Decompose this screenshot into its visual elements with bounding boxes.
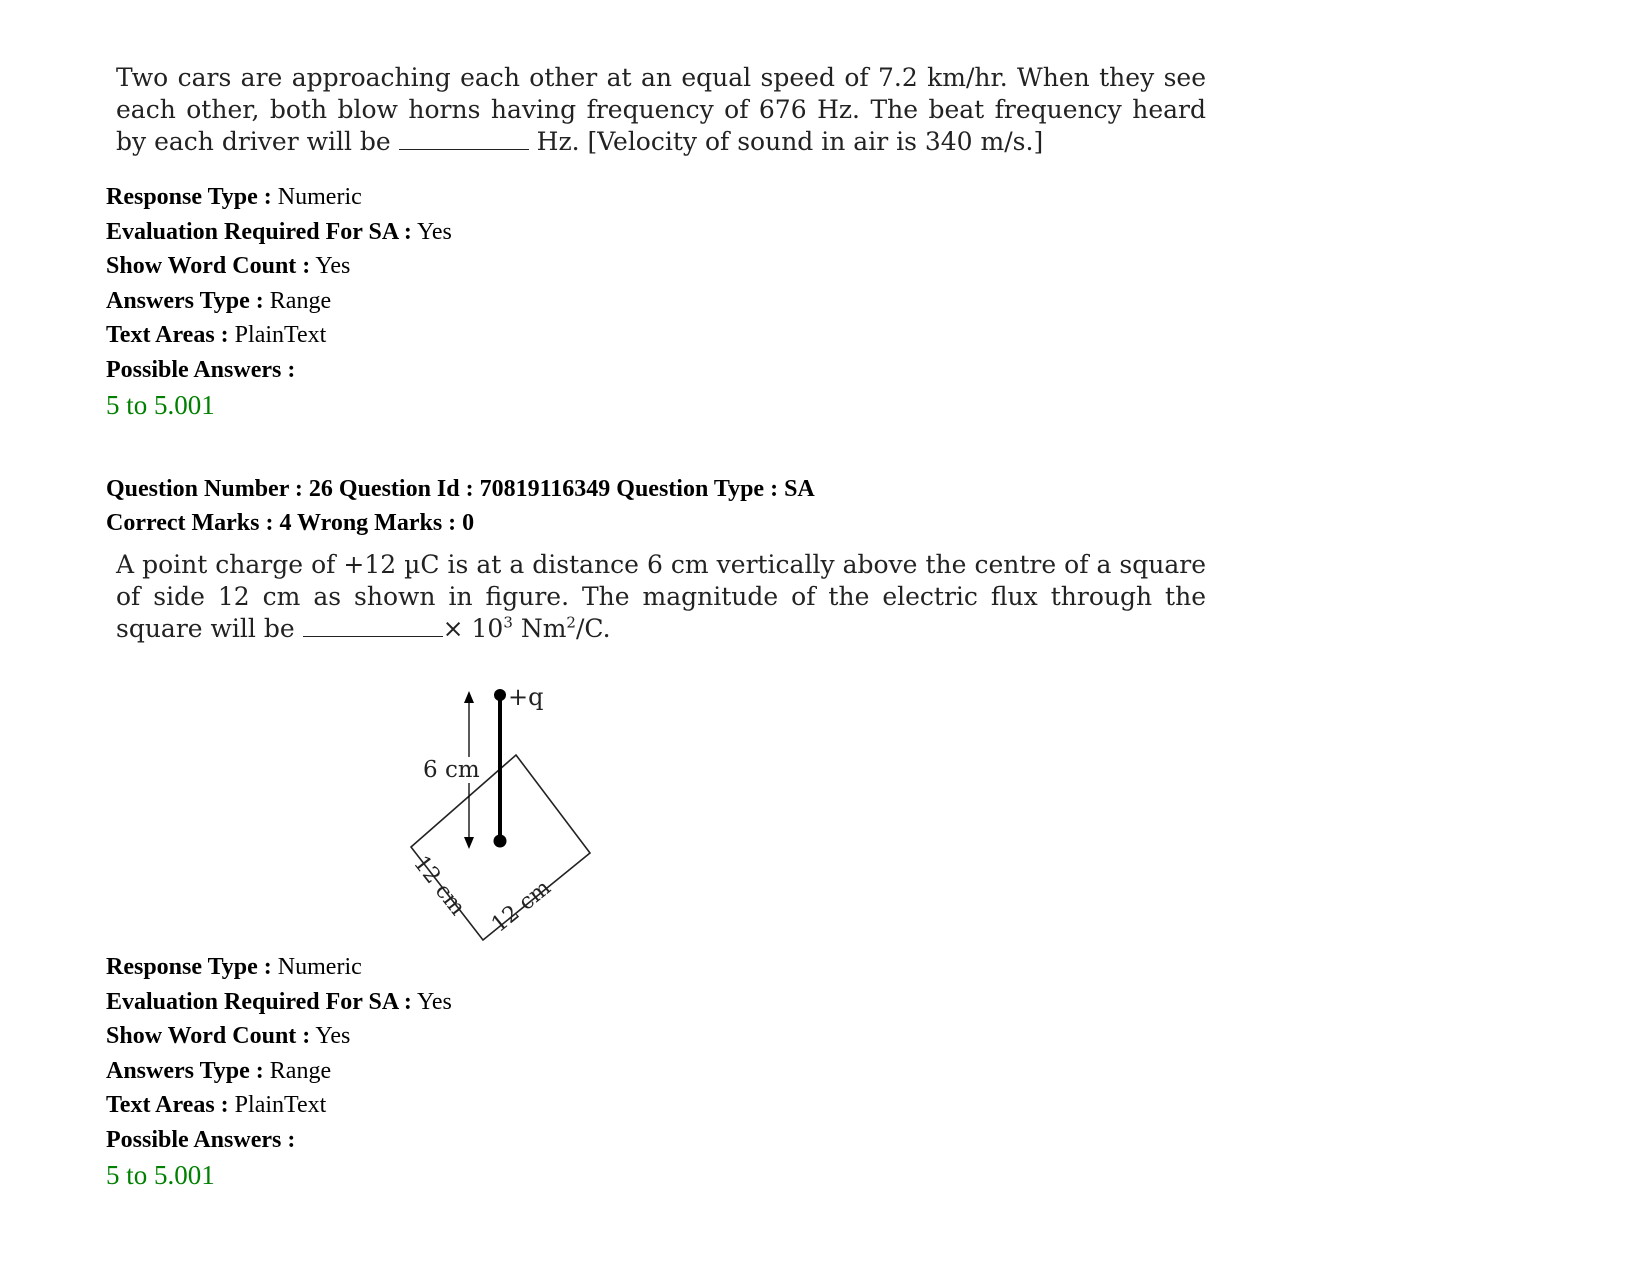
word-count-label: Show Word Count :: [106, 253, 311, 279]
text-areas-row: [106, 318, 452, 353]
text-areas-row: [106, 1088, 452, 1123]
possible-answers-label: Possible Answers :: [106, 356, 296, 383]
question-25-meta: [106, 180, 452, 387]
response-type-value: Numeric: [277, 954, 362, 980]
evaluation-value: Yes: [416, 988, 452, 1015]
word-count-value: Yes: [315, 253, 351, 279]
question-26-text-part1: A point charge of +12 µC is at a distance 6 cm vertically above the centre of a square of side 12 cm as shown in figure. The magnitude of the electric flux through the square will be: [116, 550, 1206, 643]
text-areas-label: Text Areas :: [106, 322, 229, 348]
response-type-row: [106, 180, 452, 215]
answers-type-row: [106, 284, 452, 319]
question-26-header: [106, 472, 815, 540]
centre-dot: [494, 835, 507, 848]
evaluation-value: Yes: [416, 218, 452, 245]
text-areas-label: Text Areas :: [106, 1092, 229, 1118]
question-25-text-part1: Two cars are approaching each other at an equal speed of 7.2 km/hr. When they see each other, both blow horns having frequency of 676 Hz. The beat frequency heard by each driver will be: [116, 63, 1206, 156]
height-label: 6 cm: [423, 757, 480, 783]
times-ten: × 10: [442, 614, 504, 643]
answers-type-label: Answers Type :: [106, 1057, 264, 1084]
question-25-text-part2: Hz. [Velocity of sound in air is 340 m/s.]: [536, 127, 1044, 156]
charge-square-figure: [395, 675, 615, 945]
unit-text: Nm: [512, 614, 567, 643]
arrow-down-icon: [464, 837, 474, 849]
arrow-up-icon: [464, 691, 474, 703]
answers-type-value: Range: [269, 287, 332, 314]
question-25-text: [116, 62, 1206, 158]
response-type-row: [106, 950, 452, 985]
response-type-value: Numeric: [277, 184, 362, 210]
possible-answers-row: [106, 353, 452, 388]
answer-blank: [399, 127, 529, 150]
question-number-line: Question Number : 26 Question Id : 70819116349 Question Type : SA: [106, 476, 815, 502]
evaluation-label: Evaluation Required For SA :: [106, 218, 412, 245]
evaluation-row: [106, 985, 452, 1020]
word-count-row: [106, 1019, 452, 1054]
evaluation-label: Evaluation Required For SA :: [106, 988, 412, 1015]
marks-line: Correct Marks : 4 Wrong Marks : 0: [106, 510, 475, 536]
response-type-label: Response Type :: [106, 954, 272, 980]
evaluation-row: [106, 215, 452, 250]
word-count-label: Show Word Count :: [106, 1023, 311, 1049]
charge-dot: [494, 689, 506, 701]
possible-answers-label: Possible Answers :: [106, 1126, 296, 1153]
response-type-label: Response Type :: [106, 184, 272, 210]
possible-answer-value: 5 to 5.001: [106, 1160, 215, 1190]
unit-exponent: 2: [566, 613, 576, 632]
exponent: 3: [503, 613, 513, 632]
side-label-left: 12 cm: [408, 851, 470, 921]
possible-answer-value: 5 to 5.001: [106, 390, 215, 420]
answers-type-value: Range: [269, 1057, 332, 1084]
possible-answers-row: [106, 1123, 452, 1158]
word-count-row: [106, 249, 452, 284]
word-count-value: Yes: [315, 1023, 351, 1049]
side-label-right: 12 cm: [487, 875, 556, 938]
question-26-meta: [106, 950, 452, 1157]
answers-type-row: [106, 1054, 452, 1089]
text-areas-value: PlainText: [234, 322, 327, 348]
answers-type-label: Answers Type :: [106, 287, 264, 314]
unit-suffix: /C.: [575, 614, 611, 643]
answer-blank: [303, 614, 443, 637]
question-26-text: [116, 549, 1206, 645]
text-areas-value: PlainText: [234, 1092, 327, 1118]
charge-label: +q: [508, 683, 544, 711]
